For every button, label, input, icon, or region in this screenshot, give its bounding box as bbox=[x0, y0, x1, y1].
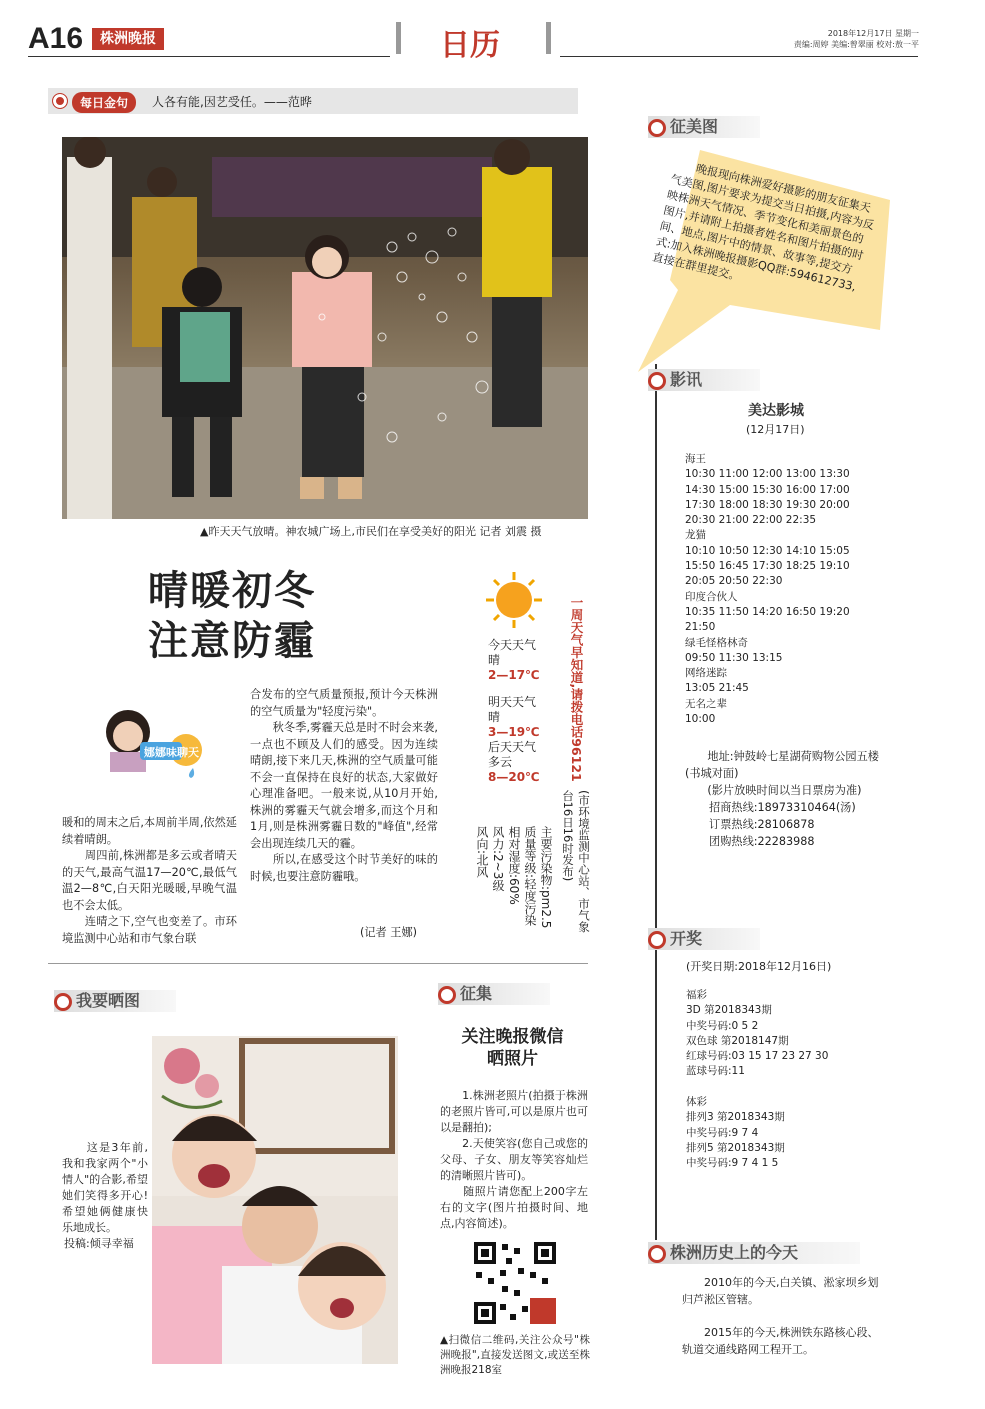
lottery-line: 排列3 第2018343期 bbox=[686, 1111, 785, 1124]
showtime-line: 15:50 16:45 17:30 18:25 19:10 bbox=[685, 560, 850, 573]
bullet-icon bbox=[52, 93, 68, 109]
cinema-date: (12月17日) bbox=[746, 423, 805, 436]
today-cond: 晴 bbox=[488, 653, 501, 667]
lottery-line: 排列5 第2018343期 bbox=[686, 1141, 785, 1154]
hotline-1: 招商热线:18973310464(汤) bbox=[709, 801, 856, 814]
weather-source: (市环境监测中心站、市气象台16日16时发布) bbox=[561, 790, 591, 933]
weather-forecast bbox=[488, 638, 540, 785]
zheng-ji-title: 征集 bbox=[460, 984, 493, 1003]
lottery-line: 双色球 第2018147期 bbox=[686, 1034, 789, 1047]
air-main: 主要污染物:pm2.5 bbox=[539, 826, 553, 929]
columnist-badge bbox=[88, 700, 208, 790]
newspaper-logo: 株洲晚报 bbox=[92, 28, 164, 50]
showtime-line: 13:05 21:45 bbox=[685, 682, 749, 695]
history-p2: 2015年的今天,株洲铁东路核心段、轨道交通线路网工程开工。 bbox=[682, 1326, 879, 1356]
date-line: 2018年12月17日 星期一 bbox=[827, 29, 919, 38]
sun-icon bbox=[484, 570, 544, 630]
lottery-list bbox=[686, 988, 886, 1172]
bullet-icon bbox=[648, 372, 666, 390]
headline-line1: 晴暖初冬 bbox=[148, 568, 316, 614]
zheng-mei-tu-text: 晚报现向株洲爱好摄影的朋友征集天气美图,图片要求为提交当日拍摄,内容为反映株洲天气情况、季节变化和美丽景色的图片,并请附上拍摄者姓名和图片拍摄的时间、地点,图片中的情景、故事等,提交方式:加入株洲晚报摄影QQ群:594612733,直接在群里提交。 bbox=[651, 156, 876, 294]
after-label: 后天天气 bbox=[488, 740, 537, 754]
zheng-ji-items: 1.株洲老照片(拍摄于株洲的老照片皆可,可以是原片也可以是翻拍); 2.天使笑容(您自己或您的父母、子女、朋友等笑容灿烂的清晰照片皆可)。 随照片请您配上200字左右的文字(图片拍摄时间、地点,内容简述)。 bbox=[440, 1089, 588, 1230]
lottery-line: 中奖号码:9 7 4 1 5 bbox=[686, 1157, 779, 1170]
section-title: 日历 bbox=[440, 28, 500, 63]
bullet-icon bbox=[648, 931, 666, 949]
family-photo-illustration bbox=[152, 1036, 398, 1364]
showtime-line: 09:50 11:30 13:15 bbox=[685, 651, 783, 664]
history-title: 株洲历史上的今天 bbox=[670, 1243, 799, 1262]
showtime-line: 10:35 11:50 14:20 16:50 19:20 bbox=[685, 605, 850, 618]
hotline-3: 团购热线:22283988 bbox=[709, 835, 815, 848]
kai-jiang-title: 开奖 bbox=[670, 929, 703, 948]
masthead-rule bbox=[560, 56, 918, 57]
lottery-line: 蓝球号码:11 bbox=[686, 1065, 745, 1078]
showtime-line: 10:00 bbox=[685, 713, 716, 726]
page-number: A16 bbox=[28, 22, 84, 55]
shai-tu-credit: 投稿:倾寻幸福 bbox=[64, 1237, 134, 1250]
ying-xun-header bbox=[648, 369, 760, 391]
showtime-line: 17:30 18:00 18:30 19:30 20:00 bbox=[685, 498, 850, 511]
showtime-list bbox=[685, 452, 885, 727]
today-temp: 2—17℃ bbox=[488, 668, 540, 682]
kai-jiang-header bbox=[648, 928, 760, 950]
tomorrow-cond: 晴 bbox=[488, 710, 501, 724]
cinema-name: 美达影城 bbox=[748, 403, 804, 419]
humidity: 相对湿度:60% bbox=[507, 826, 521, 905]
lottery-line: 福彩 bbox=[686, 989, 707, 1001]
wind-force: 风力:2~3级 bbox=[491, 826, 505, 892]
photo-illustration bbox=[62, 137, 588, 519]
history-body bbox=[682, 1274, 882, 1358]
cinema-note: (影片放映时间以当日票房为准) bbox=[685, 784, 862, 797]
staff-line: 责编:周婷 美编:曾翠丽 校对:敖一平 bbox=[793, 40, 919, 49]
showtime-line: 10:10 10:50 12:30 14:10 15:05 bbox=[685, 544, 850, 557]
headline-line2: 注意防霾 bbox=[148, 618, 316, 664]
zheng-mei-tu-title: 征美图 bbox=[670, 117, 719, 136]
main-photo-caption: ▲昨天天气放晴。神农城广场上,市民们在享受美好的阳光 记者 刘震 摄 bbox=[200, 525, 542, 538]
columnist-label: 娜娜味聊天 bbox=[144, 746, 199, 759]
tomorrow-temp: 3—19℃ bbox=[488, 725, 540, 739]
lottery-line: 红球号码:03 15 17 23 27 30 bbox=[686, 1050, 829, 1063]
main-photo bbox=[62, 137, 588, 519]
today-label: 今天天气 bbox=[488, 638, 537, 652]
zheng-ji-header bbox=[438, 983, 550, 1005]
after-temp: 8—20℃ bbox=[488, 770, 540, 784]
cinema-info bbox=[685, 748, 880, 850]
daily-quote-tag: 每日金句 bbox=[72, 92, 136, 113]
qr-code-icon[interactable] bbox=[470, 1238, 560, 1328]
showtime-line: 海王 bbox=[685, 453, 706, 465]
lottery-line: 中奖号码:9 7 4 bbox=[686, 1126, 759, 1139]
air-quality-block bbox=[474, 826, 554, 928]
zheng-ji-heading-1: 关注晚报微信 bbox=[461, 1027, 564, 1047]
masthead-divider bbox=[546, 22, 551, 54]
daily-quote-bar bbox=[48, 88, 578, 114]
shai-tu-title: 我要晒图 bbox=[76, 991, 141, 1010]
showtime-line: 14:30 15:00 15:30 16:00 17:00 bbox=[685, 483, 850, 496]
article-col2: 合发布的空气质量预报,预计今天株洲的空气质量为"轻度污染"。 秋冬季,雾霾天总是时不时会来袭,一点也不顾及人们的感受。因为连续晴朗,接下来几天,株洲的空气质量可能不会一直保持在良好的状态,大家做好心理准备吧。一般来说,从10月开始,株洲的雾霾天气就会增多,而这个月和1月,则是株洲雾霾日数的"峰值",经常会出现连续几天的霾。 所以,在感受这个时节美好的味的时候,也要注意防霾哦。 bbox=[250, 688, 438, 883]
shai-tu-text: 这是3年前,我和我家两个"小情人"的合影,希望她们笑得多开心!希望她俩健康快乐地成长。 bbox=[62, 1141, 148, 1234]
ying-xun-title: 影讯 bbox=[670, 370, 703, 389]
lottery-line: 体彩 bbox=[686, 1096, 707, 1109]
lottery-line: 中奖号码:0 5 2 bbox=[686, 1019, 759, 1032]
weather-hotline: 一周天气早知道,请拨电话96121 bbox=[569, 596, 584, 782]
zheng-ji-heading-2: 晒照片 bbox=[487, 1049, 538, 1069]
air-level: 质量等级:轻度污染 bbox=[523, 826, 537, 927]
masthead-rule bbox=[28, 56, 390, 57]
showtime-line: 10:30 11:00 12:00 13:00 13:30 bbox=[685, 468, 850, 481]
bullet-icon bbox=[648, 119, 666, 137]
lottery-line: 3D 第2018343期 bbox=[686, 1004, 772, 1017]
cinema-address: 地址:钟鼓岭七星湖荷购物公园五楼(书城对面) bbox=[685, 750, 879, 780]
hotline-2: 订票热线:28106878 bbox=[709, 818, 815, 831]
showtime-line: 网络迷踪 bbox=[685, 667, 727, 680]
showtime-line: 印度合伙人 bbox=[685, 590, 738, 603]
bullet-icon bbox=[54, 993, 72, 1011]
lottery-line bbox=[686, 1080, 886, 1095]
showtime-line: 20:30 21:00 22:00 22:35 bbox=[685, 514, 817, 527]
family-photo bbox=[152, 1036, 398, 1364]
history-p1: 2010年的今天,白关镇、淞家坝乡划归芦淞区管辖。 bbox=[682, 1276, 879, 1306]
showtime-line: 21:50 bbox=[685, 621, 716, 634]
zheng-ji-heading bbox=[440, 1026, 585, 1070]
masthead-divider bbox=[396, 22, 401, 54]
showtime-line: 无名之辈 bbox=[685, 697, 727, 710]
tomorrow-label: 明天天气 bbox=[488, 695, 537, 709]
article-col1: 暖和的周末之后,本周前半周,依然延续着晴朗。 周四前,株洲都是多云或者晴天的天气,最高气温17—20℃,最低气温2—8℃,白天阳光暖暖,早晚气温也不会太低。 连晴之下,空气也变差了。市环境监测中心站和市气象台联 bbox=[62, 816, 237, 945]
bullet-icon bbox=[438, 986, 456, 1004]
wind-direction: 风向:北风 bbox=[475, 826, 489, 879]
section-divider bbox=[48, 963, 588, 964]
daily-quote-text: 人各有能,因艺受任。——范晔 bbox=[152, 95, 312, 109]
shai-tu-text-block bbox=[62, 1140, 148, 1252]
masthead-date-block bbox=[794, 28, 919, 50]
article-byline: (记者 王娜) bbox=[360, 926, 418, 939]
qr-caption: ▲扫微信二维码,关注公众号"株洲晚报",直接发送图文,或送至株洲晚报218室 bbox=[440, 1334, 590, 1376]
after-cond: 多云 bbox=[488, 755, 513, 769]
showtime-line: 20:05 20:50 22:30 bbox=[685, 575, 783, 588]
zheng-mei-tu-header bbox=[648, 116, 760, 138]
showtime-line: 绿毛怪格林奇 bbox=[685, 636, 748, 649]
lottery-date: (开奖日期:2018年12月16日) bbox=[686, 960, 832, 973]
headline bbox=[148, 566, 316, 666]
right-column-rule bbox=[655, 950, 657, 1240]
bullet-icon bbox=[648, 1245, 666, 1263]
showtime-line: 龙猫 bbox=[685, 529, 706, 542]
right-column-rule bbox=[655, 364, 657, 938]
history-header bbox=[648, 1242, 860, 1264]
shai-tu-header bbox=[54, 990, 176, 1012]
